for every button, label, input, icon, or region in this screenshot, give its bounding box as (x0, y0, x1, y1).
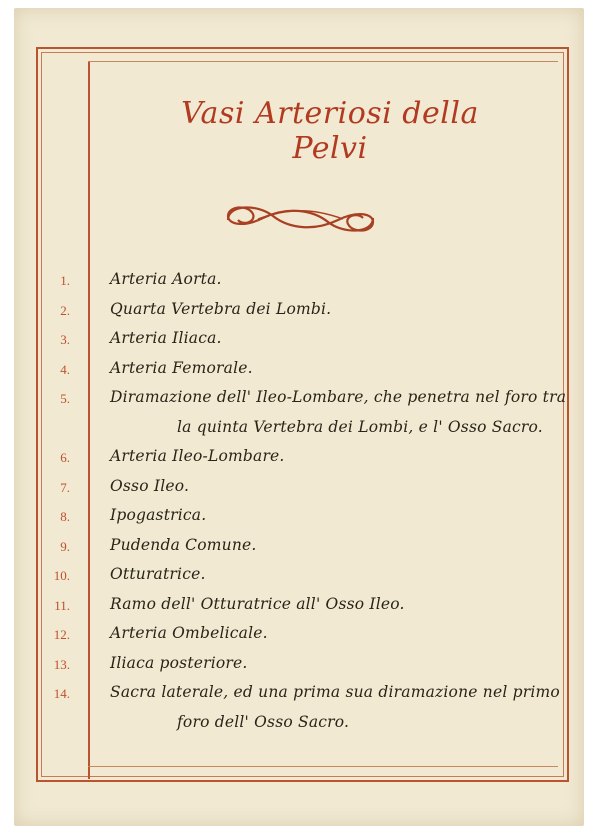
entry-number: 7. (60, 479, 70, 495)
entry-number: 9. (60, 538, 70, 554)
entry-text: Ipogastrica. (110, 506, 207, 524)
flourish-ornament (218, 196, 383, 242)
entry-number: 14. (53, 686, 70, 701)
entry-text: Arteria Femorale. (110, 358, 253, 377)
entry-text: Arteria Ileo-Lombare. (110, 447, 285, 465)
entry-text: Arteria Ombelicale. (110, 624, 268, 642)
entry-text: Diramazione dell' Ileo-Lombare, che penetra nel foro tra (110, 388, 567, 406)
entry-text: Sacra laterale, ed una prima sua diramazione nel primo (110, 683, 560, 701)
entry-number: 10. (53, 568, 70, 583)
entry-number: 2. (60, 302, 70, 318)
bottom-rule (88, 766, 558, 767)
entry-text-continuation: foro dell' Osso Sacro. (177, 712, 350, 731)
entry-number: 1. (60, 273, 70, 288)
entry-number: 11. (54, 597, 70, 613)
entry-text: Iliaca posteriore. (110, 653, 248, 672)
entry-number: 5. (60, 391, 70, 406)
top-rule (88, 61, 558, 62)
entry-text: Arteria Aorta. (110, 270, 222, 288)
entry-number: 12. (53, 627, 70, 642)
entry-text: Otturatrice. (110, 565, 206, 583)
entry-number: 3. (60, 332, 70, 347)
margin-rule (88, 61, 90, 779)
entry-number: 8. (60, 509, 70, 524)
entry-text: Pudenda Comune. (110, 535, 257, 554)
entry-number: 13. (53, 656, 70, 672)
entry-text: Quarta Vertebra dei Lombi. (110, 299, 332, 318)
entry-number: 6. (60, 450, 70, 465)
entry-text: Osso Ileo. (110, 476, 190, 495)
page-title: Vasi Arteriosi della Pelvi (181, 96, 479, 166)
entry-text: Ramo dell' Otturatrice all' Osso Ileo. (110, 594, 405, 613)
entry-text-continuation: la quinta Vertebra dei Lombi, e l' Osso Sacro. (177, 417, 543, 436)
entry-text: Arteria Iliaca. (110, 329, 222, 347)
entry-number: 4. (60, 361, 70, 377)
